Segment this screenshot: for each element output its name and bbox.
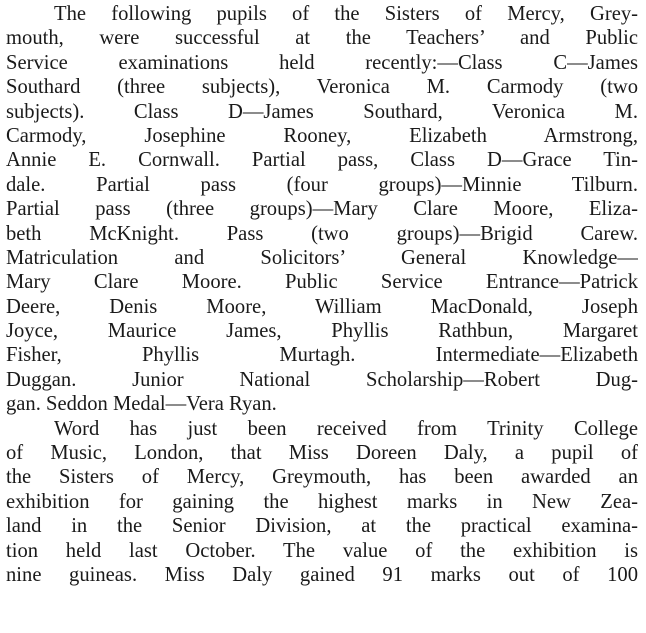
text-line: dale. Partial pass (four groups)—Minnie Tilburn. <box>6 173 638 196</box>
text-line: Word has just been received from Trinity College <box>54 417 638 440</box>
text-line: Southard (three subjects), Veronica M. Carmody (two <box>6 76 638 99</box>
text-line: The following pupils of the Sisters of Mercy, Grey- <box>54 3 638 25</box>
text-line: subjects). Class D—James Southard, Veronica M. <box>6 100 638 123</box>
text-line: tion held last October. The value of the exhibition is <box>6 539 638 562</box>
text-line: nine guineas. Miss Daly gained 91 marks out of 100 <box>6 563 638 586</box>
text-line: beth McKnight. Pass (two groups)—Brigid Carew. <box>6 222 638 245</box>
text-line: the Sisters of Mercy, Greymouth, has been awarded an <box>6 466 638 489</box>
text-line: of Music, London, that Miss Doreen Daly, a pupil of <box>6 442 638 465</box>
text-line: Partial pass (three groups)—Mary Clare Moore, Eliza- <box>6 198 638 221</box>
article-text <box>6 2 638 587</box>
text-line: mouth, were successful at the Teachers’ and Public <box>6 27 638 50</box>
text-line: Mary Clare Moore. Public Service Entrance—Patrick <box>6 271 638 294</box>
text-line: Service examinations held recently:—Class C—James <box>6 51 638 74</box>
text-line: Deere, Denis Moore, William MacDonald, Joseph <box>6 295 638 318</box>
text-line: land in the Senior Division, at the practical examina- <box>6 515 638 538</box>
text-line: gan. Seddon Medal—Vera Ryan. <box>6 393 277 416</box>
text-line: Matriculation and Solicitors’ General Knowledge— <box>6 246 638 269</box>
text-line: Joyce, Maurice James, Phyllis Rathbun, Margaret <box>6 320 638 343</box>
paragraph-exam-results <box>6 2 638 417</box>
paragraph-trinity-college <box>6 417 638 588</box>
text-line: Duggan. Junior National Scholarship—Robert Dug- <box>6 368 638 391</box>
text-line: Carmody, Josephine Rooney, Elizabeth Armstrong, <box>6 124 638 147</box>
text-line: exhibition for gaining the highest marks in New Zea- <box>6 490 638 513</box>
text-line: Annie E. Cornwall. Partial pass, Class D—Grace Tin- <box>6 149 638 172</box>
text-line: Fisher, Phyllis Murtagh. Intermediate—Elizabeth <box>6 344 638 367</box>
